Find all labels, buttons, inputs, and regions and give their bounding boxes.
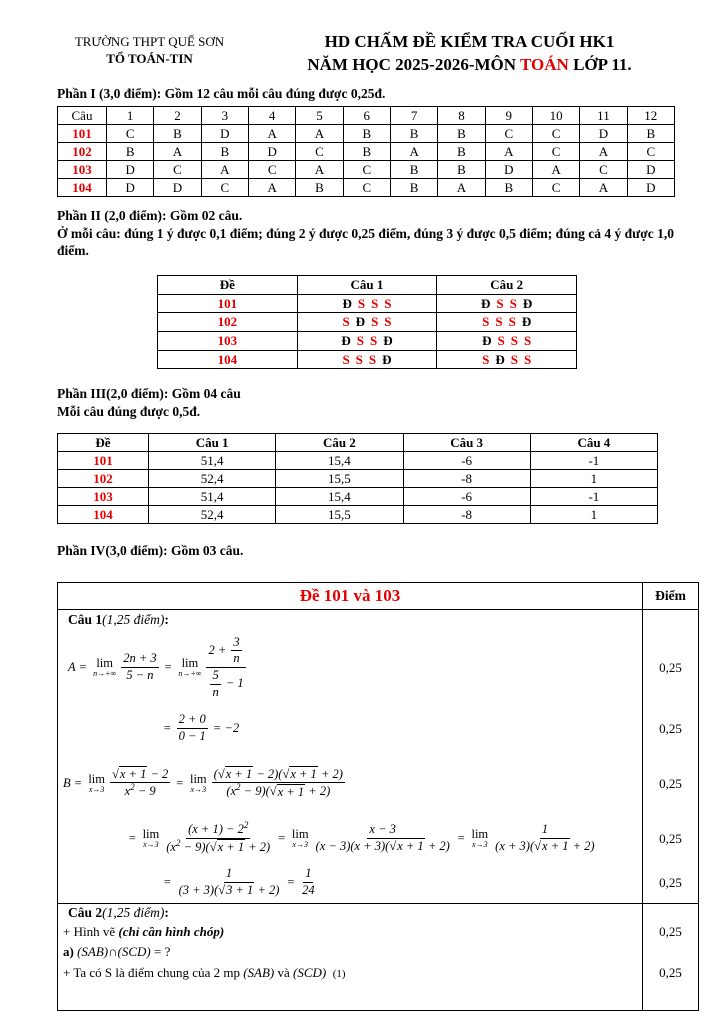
table-cell: C <box>532 142 579 160</box>
cau2-label: Câu 2(1,25 điểm): <box>68 905 169 921</box>
math-line-b: B = lim x→3 $\frac{√x + 1 - 2}{x^2 - 9}$ = lim x→3 $\frac{(√x + 1 - 2)(√x + 1 + 2)}{(x^2 - 9)(√x + 1 + 2)}$ <box>63 766 343 799</box>
table-cell: -6 <box>403 487 530 505</box>
table-row <box>58 160 675 178</box>
math-line-b-result: = $\frac{1}{(3 + 3)(√3 + 1 + 2)}$ = $\frac{1}{24}$ <box>163 866 315 898</box>
table-cell: S Đ S S <box>437 350 577 369</box>
table-cell: 11 <box>580 106 627 124</box>
table-cell: D <box>154 178 201 196</box>
table-row <box>58 451 658 469</box>
table-cell: S S S Đ <box>437 313 577 332</box>
table-cell: 15,4 <box>276 451 403 469</box>
table-cell: C <box>296 142 343 160</box>
table-cell: 4 <box>248 106 295 124</box>
table-cell: C <box>627 142 674 160</box>
table-cell: 104 <box>58 178 107 196</box>
math-line-a: A = lim n→+∞ $\frac{2n + 3}{5 - n}$ = lim n→+∞ 2 + $\frac{3}{n}$ $\frac{5}{n}$ − 1 <box>68 634 244 699</box>
score-cell <box>642 942 698 963</box>
part3-answer-table <box>57 433 658 524</box>
table-cell: B <box>485 178 532 196</box>
table-cell: 7 <box>390 106 437 124</box>
table-cell: 1 <box>530 469 657 487</box>
cau2-line-figure: + Hình vẽ (chỉ cần hình chóp) <box>63 924 225 940</box>
table-cell: C <box>201 178 248 196</box>
table-cell: Câu 4 <box>530 433 657 451</box>
cau1-label: Câu 1(1,25 điểm): <box>68 612 169 628</box>
table-header-row <box>158 276 577 295</box>
score-column-header: Điểm <box>642 583 698 609</box>
table-cell: B <box>390 124 437 142</box>
table-cell: 101 <box>58 124 107 142</box>
table-cell: Đ S S Đ <box>297 331 437 350</box>
table-cell: Đề <box>158 276 298 295</box>
table-cell: 15,4 <box>276 487 403 505</box>
table-cell: C <box>107 124 154 142</box>
score-cell: 0,25 <box>642 705 698 753</box>
score-cell: 0,25 <box>642 863 698 903</box>
table-cell: S S S Đ <box>297 350 437 369</box>
title-line1: HD CHẤM ĐỀ KIỂM TRA CUỐI HK1 <box>324 32 615 51</box>
table-cell: A <box>296 160 343 178</box>
table-cell: -8 <box>403 505 530 523</box>
table-cell: C <box>532 178 579 196</box>
table-row <box>158 350 577 369</box>
part2-heading: Phần II (2,0 điểm): Gồm 02 câu. <box>57 207 243 223</box>
score-cell <box>642 610 698 631</box>
part2-answer-table <box>157 275 577 369</box>
score-cell: 0,25 <box>642 631 698 705</box>
table-cell: 8 <box>438 106 485 124</box>
table-row <box>58 124 675 142</box>
table-cell: C <box>485 124 532 142</box>
part1-answer-table <box>57 106 675 197</box>
table-cell: 10 <box>532 106 579 124</box>
table-row <box>58 142 675 160</box>
table-cell: D <box>580 124 627 142</box>
table-cell: D <box>485 160 532 178</box>
school-block <box>57 30 242 68</box>
table-cell: A <box>248 124 295 142</box>
table-cell: Đề <box>58 433 149 451</box>
table-cell: -1 <box>530 451 657 469</box>
table-cell: Câu 1 <box>297 276 437 295</box>
table-cell: D <box>627 178 674 196</box>
table-cell: A <box>248 178 295 196</box>
table-cell: 103 <box>58 487 149 505</box>
cau2-line-question: a) (SAB)∩(SCD) = ? <box>63 944 171 960</box>
table-cell: A <box>296 124 343 142</box>
table-cell: A <box>580 178 627 196</box>
table-cell: B <box>390 160 437 178</box>
table-cell: -8 <box>403 469 530 487</box>
title-block <box>242 30 697 77</box>
part3-heading-line1: Phần III(2,0 điểm): Gồm 04 câu <box>57 386 241 402</box>
table-cell: A <box>485 142 532 160</box>
table-cell: Câu 2 <box>437 276 577 295</box>
table-cell: B <box>627 124 674 142</box>
score-cell: 0,25 <box>642 963 698 984</box>
table-cell: A <box>532 160 579 178</box>
table-cell: Câu 1 <box>149 433 276 451</box>
table-cell: 9 <box>485 106 532 124</box>
score-cell <box>642 904 698 923</box>
table-cell: D <box>107 160 154 178</box>
table-cell: A <box>154 142 201 160</box>
math-line-b-step: = lim x→3 $\frac{(x + 1) - 2^2}{(x^2 - 9)(√x + 1 + 2)}$ = lim x→3 $\frac{x - 3}{(x - 3)(x + 3)(√x + 1 + 2)}$ = lim x→3 $\frac{1}{(x + 3)(√x + 1 + 2)}$ <box>128 820 595 855</box>
table-cell: 1 <box>530 505 657 523</box>
table-cell: 101 <box>158 294 298 313</box>
table-cell: 104 <box>58 505 149 523</box>
table-row <box>158 294 577 313</box>
table-cell: 104 <box>158 350 298 369</box>
solution-table <box>57 582 699 1011</box>
table-header-row <box>58 106 675 124</box>
table-cell: C <box>532 124 579 142</box>
table-cell: 103 <box>58 160 107 178</box>
table-row <box>158 331 577 350</box>
table-cell: 12 <box>627 106 674 124</box>
table-cell: B <box>438 142 485 160</box>
table-row <box>158 313 577 332</box>
table-cell: A <box>580 142 627 160</box>
table-cell: B <box>343 142 390 160</box>
table-row <box>58 487 658 505</box>
table-header-row <box>58 433 658 451</box>
table-cell: Câu 2 <box>276 433 403 451</box>
table-cell: 102 <box>58 469 149 487</box>
table-cell: 2 <box>154 106 201 124</box>
table-cell: 52,4 <box>149 505 276 523</box>
department-name: TỔ TOÁN-TIN <box>106 50 193 66</box>
table-cell: 15,5 <box>276 469 403 487</box>
score-cell <box>642 984 698 1010</box>
table-cell: B <box>390 178 437 196</box>
table-cell: 6 <box>343 106 390 124</box>
solution-row-cau1 <box>58 610 698 903</box>
part2-note: Ở mỗi câu: đúng 1 ý được 0,1 điểm; đúng 2 ý được 0,25 điểm, đúng 3 ý được 0,5 điểm; đúng cả 4 ý được 1,0 điểm. <box>57 225 674 259</box>
table-cell: 103 <box>158 331 298 350</box>
table-cell: B <box>107 142 154 160</box>
table-cell: Câu 3 <box>403 433 530 451</box>
table-cell: S Đ S S <box>297 313 437 332</box>
table-cell: 102 <box>158 313 298 332</box>
table-cell: C <box>343 160 390 178</box>
table-cell: B <box>154 124 201 142</box>
table-cell: C <box>248 160 295 178</box>
table-cell: 101 <box>58 451 149 469</box>
subject-name: TOÁN <box>520 55 569 75</box>
table-cell: B <box>201 142 248 160</box>
score-cell: 0,25 <box>642 815 698 863</box>
score-cell: 0,25 <box>642 923 698 942</box>
table-cell: Đ S S S <box>297 294 437 313</box>
table-cell: B <box>438 160 485 178</box>
table-cell: C <box>580 160 627 178</box>
table-cell: A <box>201 160 248 178</box>
table-cell: Đ S S Đ <box>437 294 577 313</box>
table-row <box>58 505 658 523</box>
table-cell: 3 <box>201 106 248 124</box>
table-cell: -1 <box>530 487 657 505</box>
score-cell: 0,25 <box>642 753 698 815</box>
table-cell: C <box>343 178 390 196</box>
table-cell: 15,5 <box>276 505 403 523</box>
table-cell: 5 <box>296 106 343 124</box>
table-cell: 102 <box>58 142 107 160</box>
title-line2: NĂM HỌC 2025-2026-MÔN TOÁN LỚP 11. <box>307 55 632 75</box>
table-cell: B <box>438 124 485 142</box>
cau2-line-statement: + Ta có S là điểm chung của 2 mp (SAB) và (SCD) (1) <box>63 965 346 981</box>
solution-title: Đề 101 và 103 <box>299 585 401 605</box>
table-cell: B <box>296 178 343 196</box>
part1-heading: Phần I (3,0 điểm): Gồm 12 câu mỗi câu đúng được 0,25đ. <box>57 85 386 101</box>
solution-table-header <box>58 583 698 610</box>
table-cell: D <box>627 160 674 178</box>
table-cell: 51,4 <box>149 451 276 469</box>
table-cell: 1 <box>107 106 154 124</box>
table-cell: D <box>201 124 248 142</box>
document-header <box>57 30 697 77</box>
table-cell: D <box>107 178 154 196</box>
table-cell: 51,4 <box>149 487 276 505</box>
math-line-a-result: = $\frac{2 + 0}{0 - 1}$ = −2 <box>163 712 240 744</box>
part3-heading-line2: Mỗi câu đúng được 0,5đ. <box>57 403 201 419</box>
table-cell: C <box>154 160 201 178</box>
table-cell: B <box>343 124 390 142</box>
school-name: TRƯỜNG THPT QUẾ SƠN <box>74 34 225 49</box>
table-row <box>58 469 658 487</box>
table-cell: D <box>248 142 295 160</box>
table-cell: -6 <box>403 451 530 469</box>
part4-heading: Phần IV(3,0 điểm): Gồm 03 câu. <box>57 542 244 558</box>
table-cell: 52,4 <box>149 469 276 487</box>
table-cell: A <box>438 178 485 196</box>
table-cell: Câu <box>58 106 107 124</box>
table-cell: Đ S S S <box>437 331 577 350</box>
table-row <box>58 178 675 196</box>
solution-row-cau2 <box>58 903 698 1010</box>
table-cell: A <box>390 142 437 160</box>
